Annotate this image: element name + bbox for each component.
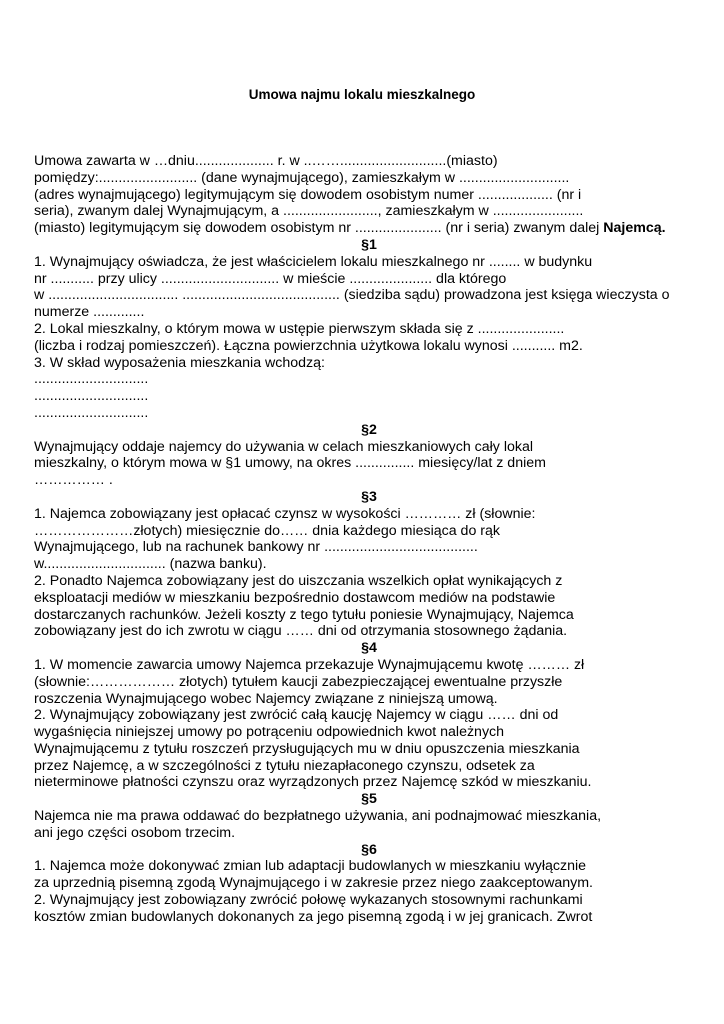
text-line: Wynajmujący oddaje najemcy do używania w celach mieszkaniowych cały lokal [34,438,534,455]
text-line: seria), zwanym dalej Wynajmującym, a ........................, zamieszkałym w ....................... [34,203,584,220]
text-line: (adres wynajmującego) legitymującym się dowodem osobistym numer ................... (nr i [34,186,582,203]
text-line: Umowa zawarta w …dniu.................... r. w ..……...........................(miasto) [34,153,498,169]
text-line: (słownie:……………… złotych) tytułem kaucji zabezpieczającej ewentualne przyszłe [34,673,563,690]
section-heading-6: §6 [361,841,377,858]
text-line: za uprzednią pisemną zgodą Wynajmującego i w zakresie przez niego zaakceptowanym. [34,875,593,892]
text-line: Wynajmującego, lub na rachunek bankowy nr ....................................... [34,539,478,556]
document-title: Umowa najmu lokalu mieszkalnego [248,87,476,102]
text-line: numerze ............. [34,304,145,321]
text-line-part: (miasto) legitymującym się dowodem osobistym nr ...................... (nr i seria) zwanym dalej [34,220,604,237]
text-line: Wynajmującemu z tytułu roszczeń przysługujących mu w dniu opuszczenia mieszkania [34,740,580,757]
text-line: mieszkalny, o którym mowa w §1 umowy, na okres ............... miesięcy/lat z dniem [34,455,546,472]
text-line: eksploatacji mediów w mieszkaniu bezpośrednio dostawcom mediów na podstawie [34,589,556,606]
text-line: 2. Wynajmujący jest zobowiązany zwrócić połowę wykazanych stosownymi rachunkami [34,892,583,909]
text-line: 3. W skład wyposażenia mieszkania wchodzą: [34,354,325,371]
text-line: 1. Najemca może dokonywać zmian lub adaptacji budowlanych w mieszkaniu wyłącznie [34,858,587,875]
section-heading-2: §2 [361,421,377,438]
text-line: ani jego części osobom trzecim. [34,824,236,841]
text-line: Najemca nie ma prawa oddawać do bezpłatnego używania, ani podnajmować mieszkania, [34,808,602,825]
text-line: zobowiązany jest do ich zwrotu w ciągu …… dni od otrzymania stosownego żądania. [34,623,568,640]
text-line: 2. Wynajmujący zobowiązany jest zwrócić całą kaucję Najemcy w ciągu …… dni od [34,707,559,724]
text-line: dostarczanych rachunków. Jeżeli koszty z tego tytułu poniesie Wynajmujący, Najemca [34,606,574,623]
text-line: 1. Najemca zobowiązany jest opłacać czynsz w wysokości ………… zł (słownie: [34,505,536,522]
text-line: wygaśnięcia niniejszej umowy po potrąceniu odpowiednich kwot należnych [34,724,505,741]
text-line: w ................................. ........................................ (siedziba sądu) prowadzona jest księga wieczysta o [34,287,670,304]
text-line: ............................. [34,371,149,388]
text-line: 2. Lokal mieszkalny, o którym mowa w ustępie pierwszym składa się z ...................... [34,320,565,337]
text-line: roszczenia Wynajmującego wobec Najemcy związane z niniejszą umową. [34,690,498,707]
document-body [34,153,704,926]
text-line: w............................... (nazwa banku). [34,556,267,573]
text-line: pomiędzy:......................... (dane wynajmującego), zamieszkałym w ............................ [34,169,570,186]
text-line [34,220,704,237]
section-heading-4: §4 [361,640,377,657]
text-line: ............................. [34,404,149,421]
text-line: 1. Wynajmujący oświadcza, że jest właścicielem lokalu mieszkalnego nr ........ w budynku [34,253,593,270]
text-line: kosztów zmian budowlanych dokonanych za jego pisemną zgodą i w jej granicach. Zwrot [34,908,593,925]
section-heading-1: §1 [361,236,377,253]
text-line: 1. W momencie zawarcia umowy Najemca przekazuje Wynajmującemu kwotę ……… zł [34,656,585,673]
text-line: …………………złotych) miesięcznie do…… dnia każdego miesiąca do rąk [34,522,500,539]
text-line: nr ........... przy ulicy .............................. w mieście ..................... dla którego [34,270,507,287]
text-line: …………… . [34,472,113,489]
section-heading-5: §5 [361,791,377,808]
text-line: (liczba i rodzaj pomieszczeń). Łączna powierzchnia użytkowa lokalu wynosi ........... m2. [34,337,583,354]
section-heading-3: §3 [361,488,377,505]
text-line: 2. Ponadto Najemca zobowiązany jest do uiszczania wszelkich opłat wynikających z [34,572,563,589]
najemca-bold-term: Najemcą. [603,220,666,237]
text-line: nieterminowe płatności czynszu oraz wyrządzonych przez Najemcę szkód w mieszkaniu. [34,774,592,791]
text-line: ............................. [34,388,149,405]
text-line: przez Najemcę, a w szczególności z tytułu niezapłaconego czynszu, odsetek za [34,757,535,774]
